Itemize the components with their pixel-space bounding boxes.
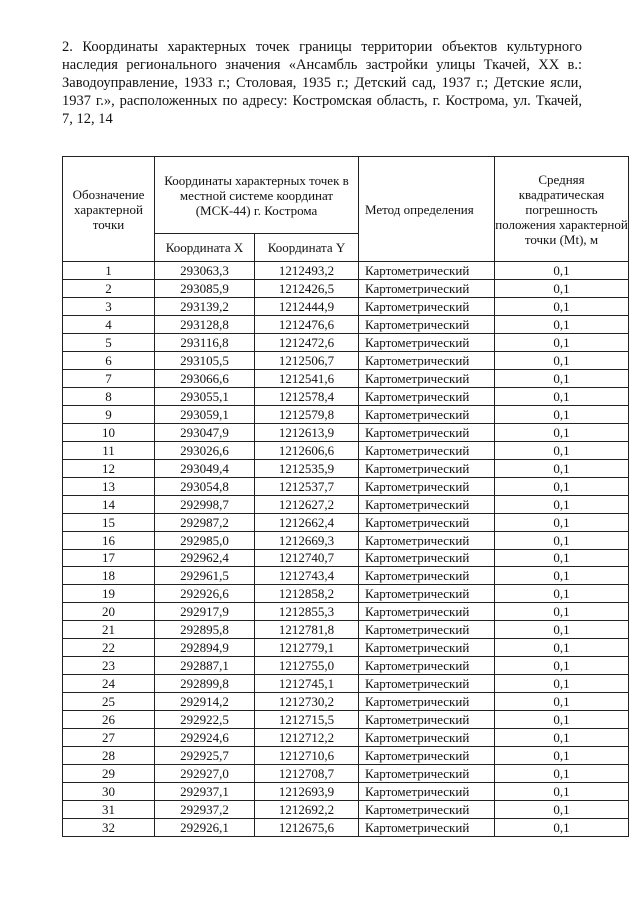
- cell-x: 292962,4: [155, 549, 255, 567]
- cell-method: Картометрический: [359, 711, 495, 729]
- cell-y: 1212675,6: [255, 819, 359, 837]
- cell-method: Картометрический: [359, 477, 495, 495]
- cell-y: 1212743,4: [255, 567, 359, 585]
- cell-error: 0,1: [495, 333, 629, 351]
- cell-y: 1212693,9: [255, 783, 359, 801]
- cell-y: 1212535,9: [255, 459, 359, 477]
- table-row: [63, 783, 629, 801]
- cell-point: 12: [63, 459, 155, 477]
- cell-x: 293105,5: [155, 351, 255, 369]
- cell-y: 1212493,2: [255, 262, 359, 280]
- cell-y: 1212710,6: [255, 747, 359, 765]
- table-row: [63, 765, 629, 783]
- cell-x: 292924,6: [155, 729, 255, 747]
- table-row: [63, 621, 629, 639]
- cell-point: 14: [63, 495, 155, 513]
- table-row: [63, 531, 629, 549]
- cell-error: 0,1: [495, 657, 629, 675]
- cell-y: 1212781,8: [255, 621, 359, 639]
- cell-error: 0,1: [495, 405, 629, 423]
- table-row: [63, 441, 629, 459]
- cell-method: Картометрический: [359, 279, 495, 297]
- section-heading: 2. Координаты характерных точек границы территории объектов культурного наследия регионального значения «Ансамбль застройки улицы Ткачей, XX в.: Заводоуправление, 1933 г.; Столовая, 1935 г.; Детский сад, 1937 г.; Детские ясли, 1937 г.», расположенных по адресу: Костромская область, г. Кострома, ул. Ткачей, 7, 12, 14: [62, 39, 582, 127]
- cell-x: 292926,6: [155, 585, 255, 603]
- cell-error: 0,1: [495, 495, 629, 513]
- cell-x: 292937,2: [155, 801, 255, 819]
- cell-error: 0,1: [495, 747, 629, 765]
- cell-point: 31: [63, 801, 155, 819]
- coordinates-table: [62, 156, 629, 837]
- cell-error: 0,1: [495, 675, 629, 693]
- cell-point: 28: [63, 747, 155, 765]
- cell-method: Картометрический: [359, 657, 495, 675]
- cell-method: Картометрический: [359, 693, 495, 711]
- cell-point: 22: [63, 639, 155, 657]
- cell-y: 1212662,4: [255, 513, 359, 531]
- cell-point: 4: [63, 315, 155, 333]
- cell-x: 292985,0: [155, 531, 255, 549]
- cell-x: 292998,7: [155, 495, 255, 513]
- header-method: Метод определения: [359, 157, 495, 262]
- cell-method: Картометрический: [359, 765, 495, 783]
- cell-method: Картометрический: [359, 783, 495, 801]
- table-row: [63, 495, 629, 513]
- cell-error: 0,1: [495, 585, 629, 603]
- cell-method: Картометрический: [359, 531, 495, 549]
- cell-x: 292899,8: [155, 675, 255, 693]
- cell-error: 0,1: [495, 819, 629, 837]
- cell-point: 15: [63, 513, 155, 531]
- cell-y: 1212506,7: [255, 351, 359, 369]
- cell-method: Картометрический: [359, 567, 495, 585]
- header-y: Координата Y: [255, 234, 359, 262]
- cell-y: 1212426,5: [255, 279, 359, 297]
- table-row: [63, 801, 629, 819]
- cell-point: 29: [63, 765, 155, 783]
- table-row: [63, 675, 629, 693]
- header-coordinates: Координаты характерных точек в местной системе координат (МСК-44) г. Кострома: [155, 157, 359, 234]
- cell-method: Картометрический: [359, 495, 495, 513]
- cell-y: 1212613,9: [255, 423, 359, 441]
- cell-x: 292961,5: [155, 567, 255, 585]
- cell-y: 1212779,1: [255, 639, 359, 657]
- cell-method: Картометрический: [359, 747, 495, 765]
- cell-y: 1212708,7: [255, 765, 359, 783]
- cell-point: 1: [63, 262, 155, 280]
- cell-x: 293054,8: [155, 477, 255, 495]
- cell-method: Картометрический: [359, 549, 495, 567]
- cell-error: 0,1: [495, 459, 629, 477]
- cell-error: 0,1: [495, 765, 629, 783]
- table-row: [63, 387, 629, 405]
- cell-method: Картометрический: [359, 639, 495, 657]
- cell-error: 0,1: [495, 477, 629, 495]
- cell-x: 293116,8: [155, 333, 255, 351]
- cell-error: 0,1: [495, 621, 629, 639]
- cell-x: 292937,1: [155, 783, 255, 801]
- cell-x: 293063,3: [155, 262, 255, 280]
- cell-y: 1212855,3: [255, 603, 359, 621]
- cell-point: 24: [63, 675, 155, 693]
- table-row: [63, 747, 629, 765]
- cell-point: 2: [63, 279, 155, 297]
- cell-y: 1212715,5: [255, 711, 359, 729]
- cell-error: 0,1: [495, 531, 629, 549]
- table-row: [63, 513, 629, 531]
- cell-error: 0,1: [495, 369, 629, 387]
- cell-y: 1212444,9: [255, 297, 359, 315]
- cell-error: 0,1: [495, 783, 629, 801]
- cell-y: 1212730,2: [255, 693, 359, 711]
- cell-x: 293047,9: [155, 423, 255, 441]
- table-row: [63, 567, 629, 585]
- cell-y: 1212627,2: [255, 495, 359, 513]
- cell-error: 0,1: [495, 801, 629, 819]
- cell-x: 293139,2: [155, 297, 255, 315]
- table-row: [63, 603, 629, 621]
- table-row: [63, 333, 629, 351]
- cell-y: 1212476,6: [255, 315, 359, 333]
- table-row: [63, 405, 629, 423]
- cell-point: 18: [63, 567, 155, 585]
- cell-y: 1212692,2: [255, 801, 359, 819]
- table-row: [63, 315, 629, 333]
- cell-method: Картометрический: [359, 351, 495, 369]
- table-row: [63, 369, 629, 387]
- cell-y: 1212472,6: [255, 333, 359, 351]
- cell-x: 292926,1: [155, 819, 255, 837]
- cell-y: 1212606,6: [255, 441, 359, 459]
- cell-point: 23: [63, 657, 155, 675]
- cell-point: 8: [63, 387, 155, 405]
- cell-method: Картометрический: [359, 297, 495, 315]
- table-row: [63, 279, 629, 297]
- table-row: [63, 819, 629, 837]
- cell-x: 292925,7: [155, 747, 255, 765]
- cell-method: Картометрический: [359, 262, 495, 280]
- cell-x: 292894,9: [155, 639, 255, 657]
- cell-y: 1212579,8: [255, 405, 359, 423]
- cell-y: 1212740,7: [255, 549, 359, 567]
- cell-x: 293085,9: [155, 279, 255, 297]
- cell-point: 30: [63, 783, 155, 801]
- cell-method: Картометрический: [359, 315, 495, 333]
- cell-method: Картометрический: [359, 621, 495, 639]
- cell-point: 9: [63, 405, 155, 423]
- cell-x: 292895,8: [155, 621, 255, 639]
- cell-method: Картометрический: [359, 423, 495, 441]
- table-row: [63, 585, 629, 603]
- cell-method: Картометрический: [359, 369, 495, 387]
- cell-point: 13: [63, 477, 155, 495]
- header-x: Координата X: [155, 234, 255, 262]
- cell-point: 10: [63, 423, 155, 441]
- cell-error: 0,1: [495, 513, 629, 531]
- table-row: [63, 423, 629, 441]
- cell-error: 0,1: [495, 729, 629, 747]
- cell-error: 0,1: [495, 262, 629, 280]
- cell-x: 292987,2: [155, 513, 255, 531]
- cell-point: 17: [63, 549, 155, 567]
- cell-y: 1212541,6: [255, 369, 359, 387]
- cell-point: 21: [63, 621, 155, 639]
- table-row: [63, 729, 629, 747]
- cell-error: 0,1: [495, 567, 629, 585]
- cell-error: 0,1: [495, 423, 629, 441]
- table-row: [63, 693, 629, 711]
- cell-x: 292922,5: [155, 711, 255, 729]
- table-row: [63, 711, 629, 729]
- cell-method: Картометрический: [359, 405, 495, 423]
- cell-y: 1212745,1: [255, 675, 359, 693]
- cell-method: Картометрический: [359, 819, 495, 837]
- table-row: [63, 549, 629, 567]
- cell-point: 7: [63, 369, 155, 387]
- cell-y: 1212578,4: [255, 387, 359, 405]
- cell-error: 0,1: [495, 549, 629, 567]
- cell-error: 0,1: [495, 603, 629, 621]
- table-row: [63, 657, 629, 675]
- table-row: [63, 477, 629, 495]
- cell-x: 293128,8: [155, 315, 255, 333]
- cell-x: 293059,1: [155, 405, 255, 423]
- cell-point: 11: [63, 441, 155, 459]
- cell-error: 0,1: [495, 693, 629, 711]
- cell-point: 25: [63, 693, 155, 711]
- header-error: Средняя квадратическая погрешность положения характерной точки (Mt), м: [495, 157, 629, 262]
- cell-y: 1212858,2: [255, 585, 359, 603]
- cell-point: 3: [63, 297, 155, 315]
- cell-error: 0,1: [495, 315, 629, 333]
- cell-error: 0,1: [495, 441, 629, 459]
- cell-method: Картометрический: [359, 675, 495, 693]
- cell-point: 26: [63, 711, 155, 729]
- table-row: [63, 459, 629, 477]
- cell-y: 1212537,7: [255, 477, 359, 495]
- cell-error: 0,1: [495, 639, 629, 657]
- cell-method: Картометрический: [359, 513, 495, 531]
- cell-method: Картометрический: [359, 333, 495, 351]
- cell-y: 1212669,3: [255, 531, 359, 549]
- cell-x: 293066,6: [155, 369, 255, 387]
- cell-point: 19: [63, 585, 155, 603]
- cell-x: 292917,9: [155, 603, 255, 621]
- cell-method: Картометрический: [359, 603, 495, 621]
- header-point: Обозначение характерной точки: [63, 157, 155, 262]
- cell-method: Картометрический: [359, 387, 495, 405]
- cell-x: 293026,6: [155, 441, 255, 459]
- cell-method: Картометрический: [359, 585, 495, 603]
- cell-error: 0,1: [495, 297, 629, 315]
- cell-x: 292914,2: [155, 693, 255, 711]
- cell-point: 32: [63, 819, 155, 837]
- cell-y: 1212712,2: [255, 729, 359, 747]
- table-row: [63, 639, 629, 657]
- cell-point: 6: [63, 351, 155, 369]
- cell-error: 0,1: [495, 279, 629, 297]
- cell-error: 0,1: [495, 387, 629, 405]
- cell-x: 293055,1: [155, 387, 255, 405]
- cell-x: 293049,4: [155, 459, 255, 477]
- cell-method: Картометрический: [359, 801, 495, 819]
- cell-method: Картометрический: [359, 729, 495, 747]
- cell-point: 20: [63, 603, 155, 621]
- cell-method: Картометрический: [359, 441, 495, 459]
- cell-point: 27: [63, 729, 155, 747]
- table-row: [63, 351, 629, 369]
- cell-error: 0,1: [495, 711, 629, 729]
- table-row: [63, 262, 629, 280]
- cell-x: 292887,1: [155, 657, 255, 675]
- cell-point: 16: [63, 531, 155, 549]
- cell-error: 0,1: [495, 351, 629, 369]
- cell-x: 292927,0: [155, 765, 255, 783]
- cell-method: Картометрический: [359, 459, 495, 477]
- cell-y: 1212755,0: [255, 657, 359, 675]
- table-row: [63, 297, 629, 315]
- cell-point: 5: [63, 333, 155, 351]
